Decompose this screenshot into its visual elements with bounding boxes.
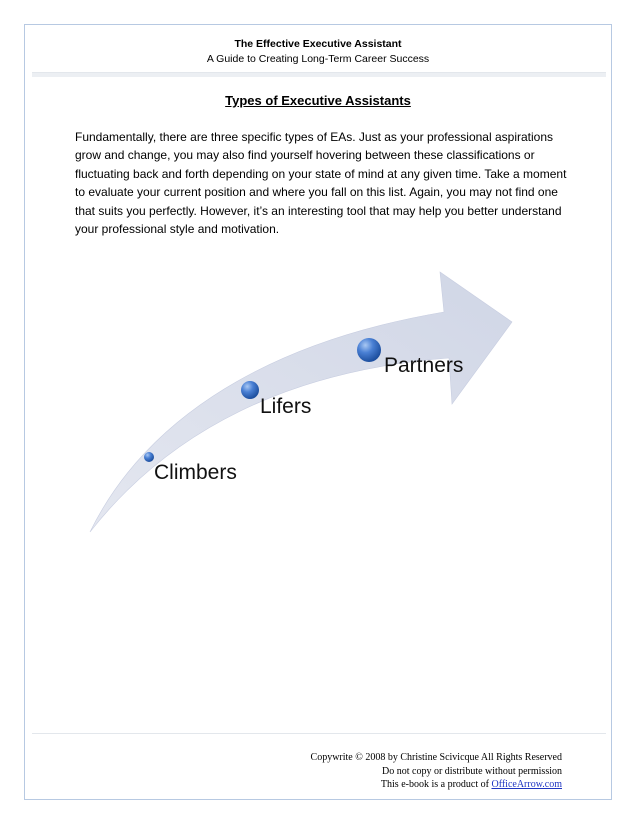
- page-footer: [311, 751, 562, 792]
- officearrow-link[interactable]: OfficeArrow.com: [491, 779, 562, 790]
- header-title: The Effective Executive Assistant: [234, 38, 402, 50]
- stage-label-climbers: Climbers: [154, 461, 237, 484]
- body-paragraph: Fundamentally, there are three specific types of EAs. Just as your professional aspirations grow and change, you may also find yourself hovering between these classifications or fluctuating back and forth depending on your state of mind at any given time. Take a moment to evaluate your current position and where you fall on this list. Again, you may not find one that suits you perfectly. However, it’s an interesting tool that may help you better understand your professional style and motivation.: [75, 130, 567, 237]
- header-subtitle: A Guide to Creating Long-Term Career Success: [206, 53, 430, 65]
- climbers-dot: [144, 452, 154, 462]
- section-heading: Types of Executive Assistants: [225, 93, 411, 108]
- partners-dot: [357, 338, 381, 362]
- footer-copyright: Copywrite © 2008 by Christine Scivicque All Rights Reserved: [310, 752, 562, 763]
- footer-product-line: [311, 778, 562, 792]
- footer-product-prefix: This e-book is a product of: [380, 779, 492, 790]
- lifers-dot: [241, 381, 259, 399]
- stage-label-lifers: Lifers: [260, 395, 312, 418]
- footer-divider: [32, 733, 606, 734]
- footer-permission: Do not copy or distribute without permission: [382, 765, 562, 777]
- stage-label-partners: Partners: [384, 354, 464, 377]
